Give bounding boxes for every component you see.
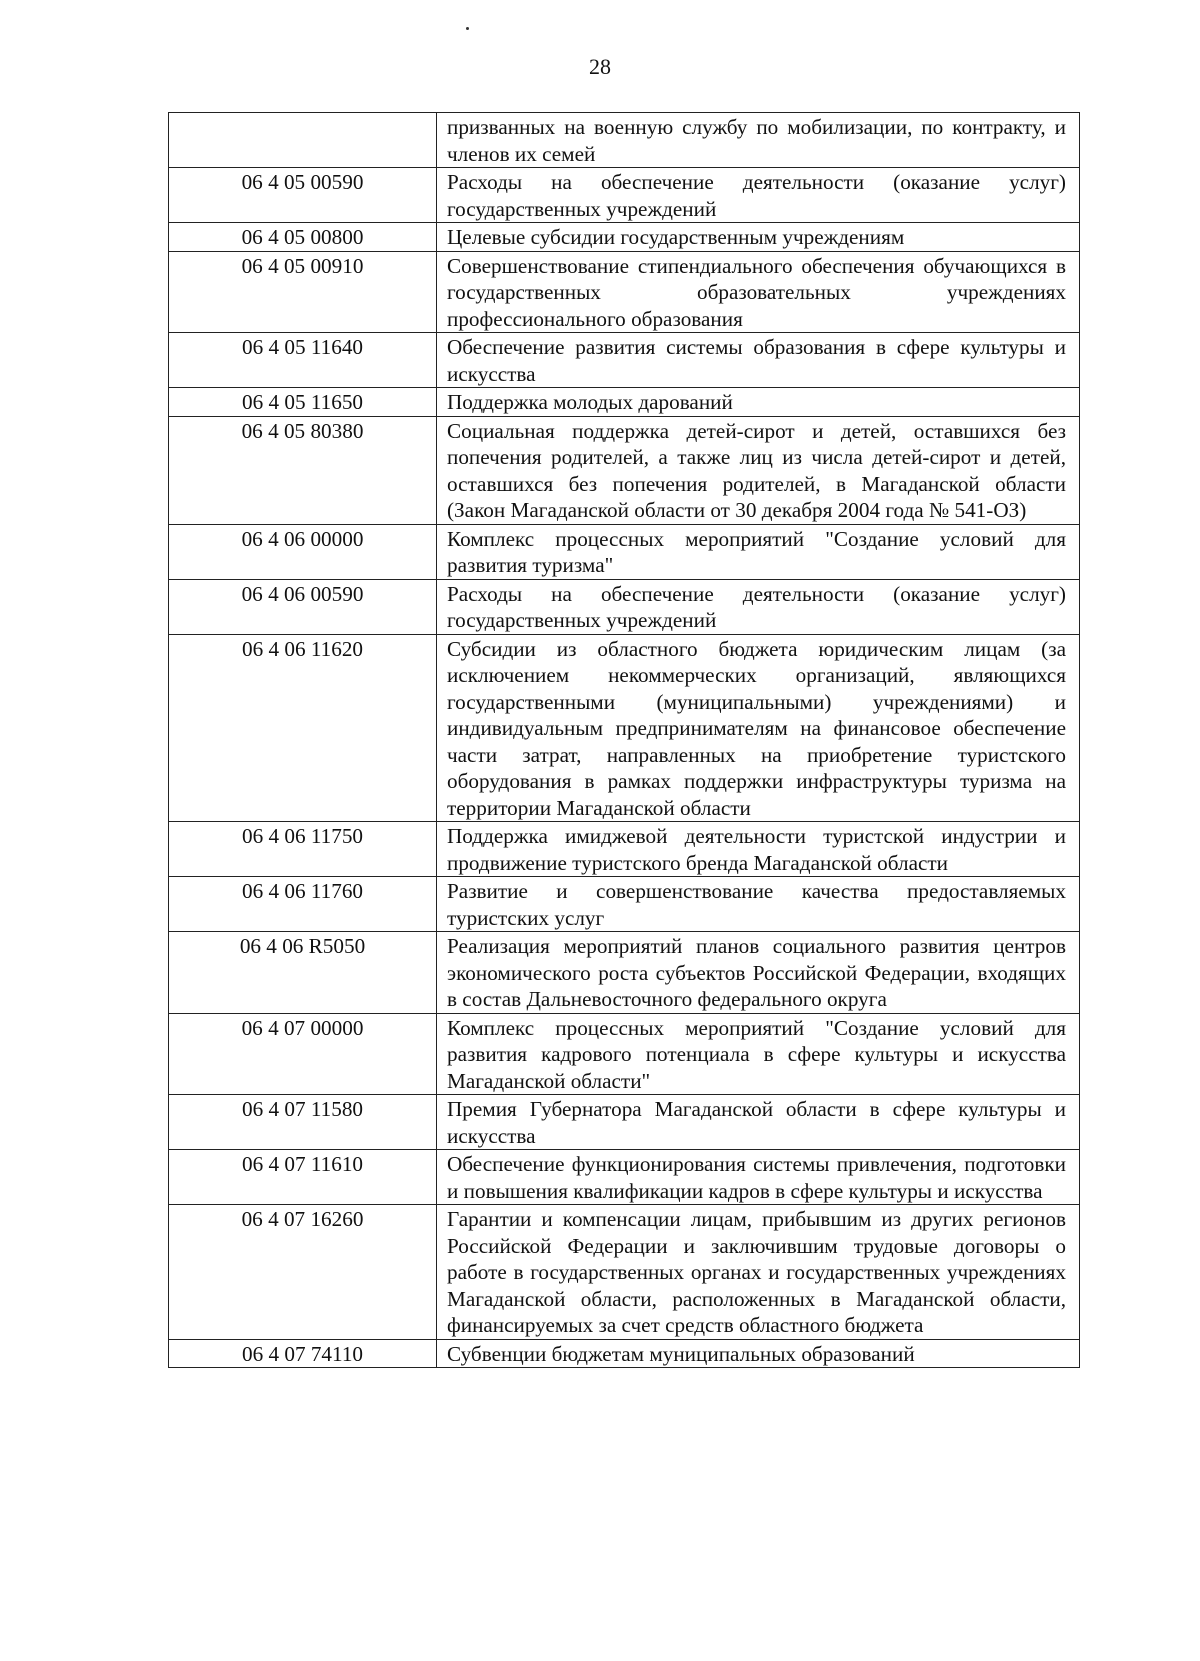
- budget-code-cell: 06 4 06 00590: [169, 579, 437, 634]
- description-cell: Развитие и совершенствование качества предоставляемых туристских услуг: [437, 877, 1080, 932]
- budget-code-cell: 06 4 07 00000: [169, 1013, 437, 1095]
- table-row: [169, 932, 1080, 1014]
- table-row: [169, 1205, 1080, 1340]
- description-cell: Комплекс процессных мероприятий "Создание условий для развития кадрового потенциала в сфере культуры и искусства Магаданской области": [437, 1013, 1080, 1095]
- description-cell: Реализация мероприятий планов социального развития центров экономического роста субъектов Российской Федерации, входящих в состав Дальневосточного федерального округа: [437, 932, 1080, 1014]
- table-row: [169, 223, 1080, 252]
- budget-code-cell: 06 4 06 00000: [169, 524, 437, 579]
- table-row: [169, 579, 1080, 634]
- table-row: [169, 388, 1080, 417]
- description-cell: Совершенствование стипендиального обеспечения обучающихся в государственных образовательных учреждениях профессионального образования: [437, 251, 1080, 333]
- description-cell: Поддержка молодых дарований: [437, 388, 1080, 417]
- table-row: [169, 634, 1080, 822]
- page-number: 28: [589, 54, 611, 79]
- description-cell: Целевые субсидии государственным учреждениям: [437, 223, 1080, 252]
- table-row: [169, 1013, 1080, 1095]
- budget-code-cell: 06 4 05 00800: [169, 223, 437, 252]
- budget-code-cell: 06 4 05 00590: [169, 168, 437, 223]
- budget-code-cell: 06 4 06 R5050: [169, 932, 437, 1014]
- table-row: [169, 1150, 1080, 1205]
- budget-code-cell: 06 4 06 11750: [169, 822, 437, 877]
- description-cell: Комплекс процессных мероприятий "Создание условий для развития туризма": [437, 524, 1080, 579]
- table-row: [169, 1095, 1080, 1150]
- table-row: [169, 251, 1080, 333]
- table-row: [169, 113, 1080, 168]
- budget-code-cell: 06 4 05 11650: [169, 388, 437, 417]
- description-cell: Расходы на обеспечение деятельности (оказание услуг) государственных учреждений: [437, 579, 1080, 634]
- description-cell: Премия Губернатора Магаданской области в сфере культуры и искусства: [437, 1095, 1080, 1150]
- table-row: [169, 877, 1080, 932]
- description-cell: Социальная поддержка детей-сирот и детей, оставшихся без попечения родителей, а также лиц из числа детей-сирот и детей, оставшихся без попечения родителей, в Магаданской области (Закон Магаданской области от 30 декабря 2004 года № 541-ОЗ): [437, 416, 1080, 524]
- scan-speck: [466, 27, 469, 30]
- table-row: [169, 333, 1080, 388]
- description-cell: Обеспечение развития системы образования в сфере культуры и искусства: [437, 333, 1080, 388]
- description-cell: Гарантии и компенсации лицам, прибывшим из других регионов Российской Федерации и заключившим трудовые договоры о работе в государственных органах и государственных учреждениях Магаданской области, расположенных в Магаданской области, финансируемых за счет средств областного бюджета: [437, 1205, 1080, 1340]
- budget-code-cell: 06 4 05 80380: [169, 416, 437, 524]
- budget-code-cell: 06 4 05 00910: [169, 251, 437, 333]
- table-row: [169, 822, 1080, 877]
- budget-code-cell: 06 4 07 16260: [169, 1205, 437, 1340]
- description-cell: Субсидии из областного бюджета юридическим лицам (за исключением некоммерческих организаций, являющихся государственными (муниципальными) учреждениями) и индивидуальным предпринимателям на финансовое обеспечение части затрат, направленных на приобретение туристского оборудования в рамках поддержки инфраструктуры туризма на территории Магаданской области: [437, 634, 1080, 822]
- table-row: [169, 1339, 1080, 1368]
- table-row: [169, 168, 1080, 223]
- budget-code-cell: 06 4 07 74110: [169, 1339, 437, 1368]
- budget-code-table: [168, 112, 1080, 1368]
- budget-code-cell: 06 4 06 11620: [169, 634, 437, 822]
- budget-code-cell: 06 4 05 11640: [169, 333, 437, 388]
- table-row: [169, 416, 1080, 524]
- description-cell: Поддержка имиджевой деятельности туристской индустрии и продвижение туристского бренда Магаданской области: [437, 822, 1080, 877]
- budget-code-cell: 06 4 06 11760: [169, 877, 437, 932]
- budget-code-cell: [169, 113, 437, 168]
- budget-code-cell: 06 4 07 11580: [169, 1095, 437, 1150]
- description-cell: призванных на военную службу по мобилизации, по контракту, и членов их семей: [437, 113, 1080, 168]
- budget-code-cell: 06 4 07 11610: [169, 1150, 437, 1205]
- table-row: [169, 524, 1080, 579]
- description-cell: Субвенции бюджетам муниципальных образований: [437, 1339, 1080, 1368]
- description-cell: Обеспечение функционирования системы привлечения, подготовки и повышения квалификации кадров в сфере культуры и искусства: [437, 1150, 1080, 1205]
- table-body: [169, 113, 1080, 1368]
- description-cell: Расходы на обеспечение деятельности (оказание услуг) государственных учреждений: [437, 168, 1080, 223]
